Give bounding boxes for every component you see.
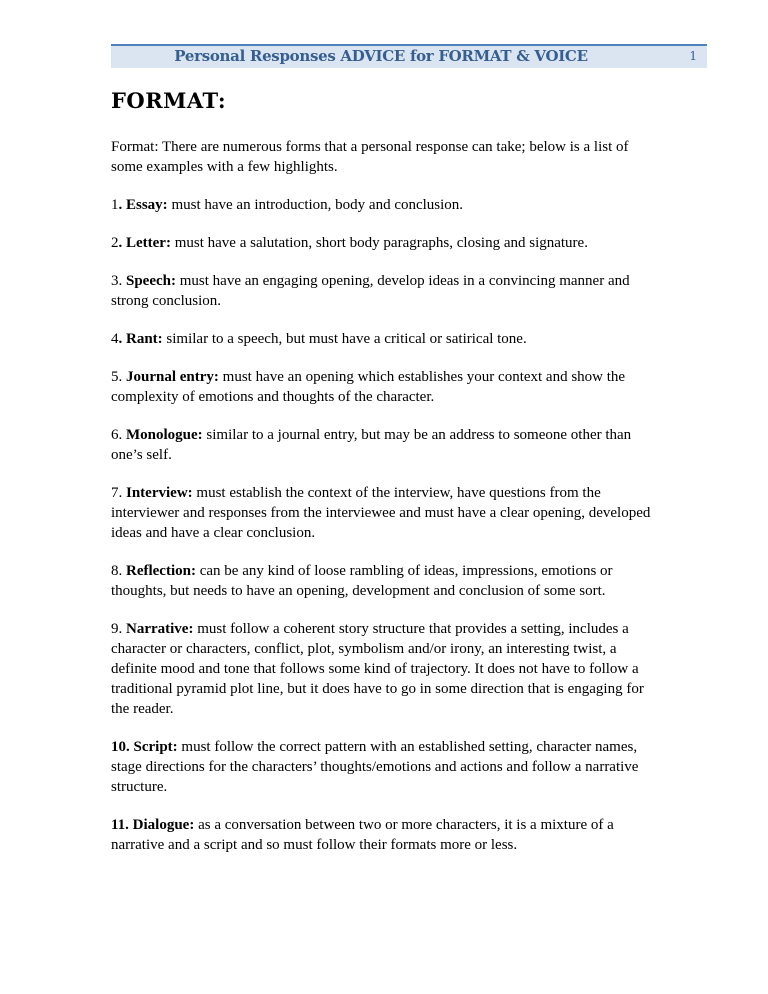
list-item (111, 271, 651, 311)
list-item (111, 619, 651, 719)
header-title: Personal Responses ADVICE for FORMAT & VOICE (174, 47, 588, 65)
page-header (111, 44, 707, 68)
list-item (111, 367, 651, 407)
item-text: must have an engaging opening, develop ideas in a convincing manner and strong conclusion. (111, 273, 630, 309)
item-label: Interview: (126, 485, 193, 501)
item-label: 11. Dialogue: (111, 817, 195, 833)
item-number: 1 (111, 197, 119, 213)
item-text: must have an opening which establishes your context and show the complexity of emotions and thoughts of the character. (111, 369, 626, 405)
item-text: must have an introduction, body and conclusion. (167, 197, 464, 213)
item-text: similar to a journal entry, but may be an address to someone other than one’s self. (111, 427, 632, 463)
document-body (111, 137, 651, 873)
item-text: can be any kind of loose rambling of ideas, impressions, emotions or thoughts, but needs to have an opening, development and conclusion of some sort. (111, 563, 613, 599)
format-list (111, 195, 651, 855)
item-number: 6. (111, 427, 126, 443)
list-item (111, 561, 651, 601)
item-label: Narrative: (126, 621, 194, 637)
list-item (111, 195, 651, 215)
item-label: Monologue: (126, 427, 203, 443)
item-number: 8. (111, 563, 126, 579)
item-label: Journal entry: (126, 369, 219, 385)
item-label: Reflection: (126, 563, 196, 579)
list-item (111, 425, 651, 465)
item-text: must follow the correct pattern with an established setting, character names, stage directions for the characters’ thoughts/emotions and actions and follow a narrative structure. (111, 739, 639, 795)
list-item (111, 737, 651, 797)
item-number: 9. (111, 621, 126, 637)
item-label: . Essay: (118, 197, 168, 213)
page-number: 1 (689, 49, 697, 63)
item-text: must have a salutation, short body paragraphs, closing and signature. (170, 235, 588, 251)
item-label: Speech: (126, 273, 176, 289)
item-label: . Letter: (118, 235, 171, 251)
item-number: 4 (111, 331, 119, 347)
list-item (111, 329, 651, 349)
item-text: must follow a coherent story structure that provides a setting, includes a character or characters, conflict, plot, symbolism and/or irony, an interesting twist, a definite mood and tone that follows some kind of trajectory. It does not have to follow a traditional pyramid plot line, but it does have to go in some direction that is engaging for the reader. (111, 621, 644, 717)
intro-paragraph: Format: There are numerous forms that a personal response can take; below is a list of some examples with a few highlights. (111, 139, 629, 175)
item-number: 5. (111, 369, 126, 385)
item-text: similar to a speech, but must have a critical or satirical tone. (162, 331, 527, 347)
section-heading: FORMAT: (111, 88, 227, 113)
list-item (111, 815, 651, 855)
item-text: as a conversation between two or more characters, it is a mixture of a narrative and a script and so must follow their formats more or less. (111, 817, 614, 853)
item-number: 2 (111, 235, 119, 251)
item-label: 10. Script: (111, 739, 178, 755)
item-text: must establish the context of the interview, have questions from the interviewer and responses from the interviewee and must have a clear opening, developed ideas and have a clear conclusion. (111, 485, 651, 541)
list-item (111, 483, 651, 543)
list-item (111, 233, 651, 253)
item-label: . Rant: (118, 331, 163, 347)
item-number: 3. (111, 273, 126, 289)
item-number: 7. (111, 485, 126, 501)
